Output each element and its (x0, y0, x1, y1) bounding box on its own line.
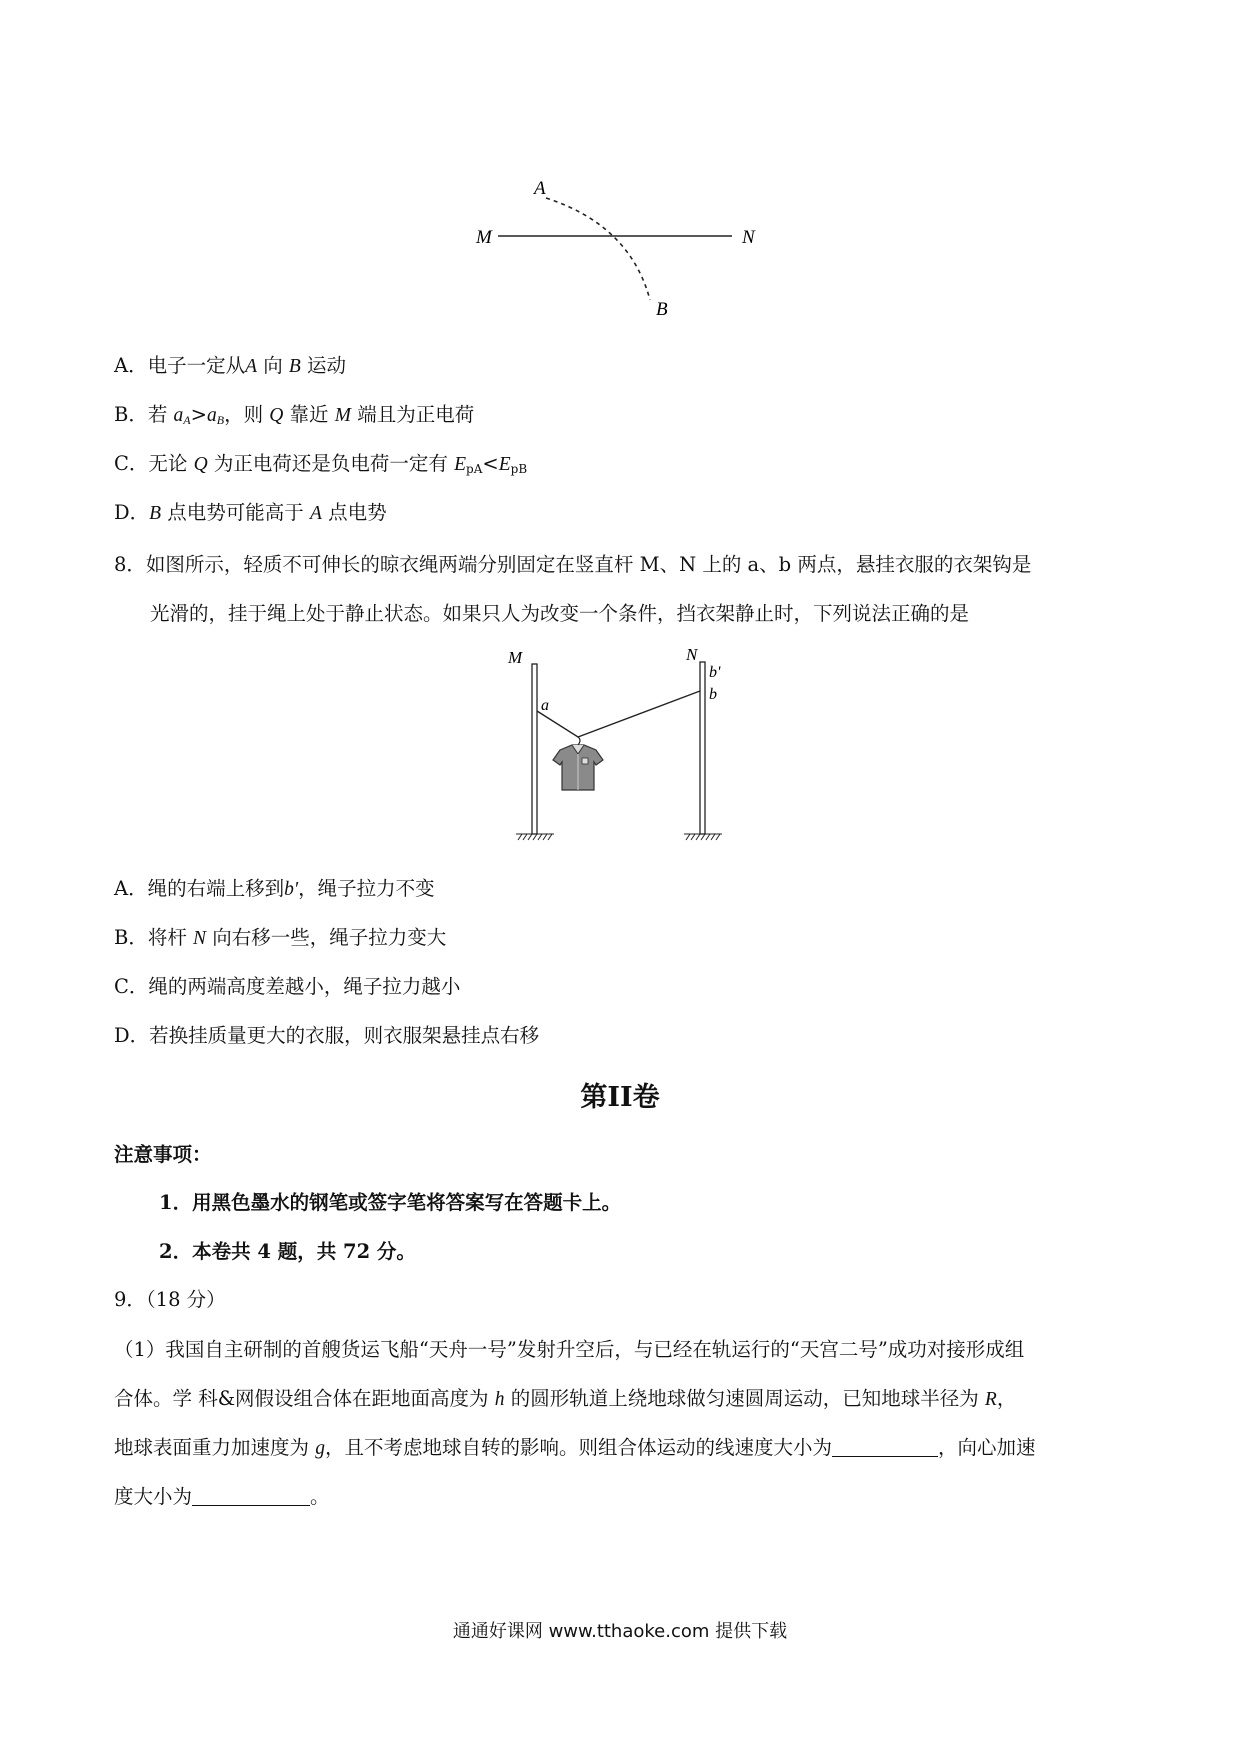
label-b: B (656, 299, 668, 320)
label-n: N (742, 227, 755, 248)
label-m: M (476, 227, 492, 248)
q8-option-b: B．将杆 N 向右移一些，绳子拉力变大 (114, 926, 447, 949)
pole-n (700, 662, 705, 834)
q9-header: 9．（18 分） (114, 1288, 226, 1311)
label-b: b (709, 686, 717, 703)
section-title: 第II卷 (580, 1082, 660, 1113)
q9-line4: 度大小为 。 (114, 1485, 330, 1508)
shirt-icon (553, 737, 603, 790)
label-b-prime: b' (709, 664, 721, 681)
ground-n (684, 834, 722, 840)
q7-option-d: D．B 点电势可能高于 A 点电势 (114, 501, 387, 524)
clothesline-figure (500, 644, 730, 844)
q9-line1: （1）我国自主研制的首艘货运飞船“天舟一号”发射升空后，与已经在轨运行的“天宫二号”成功对接形成组 (114, 1338, 1025, 1361)
label-a: a (541, 697, 549, 714)
q8-stem-line1: 8．如图所示，轻质不可伸长的晾衣绳两端分别固定在竖直杆 M、N 上的 a、b 两点，悬挂衣服的衣架钩是 (114, 553, 1032, 576)
ground-m (516, 834, 554, 840)
q8-option-d: D．若换挂质量更大的衣服，则衣服架悬挂点右移 (114, 1024, 540, 1047)
q8-option-c: C．绳的两端高度差越小，绳子拉力越小 (114, 975, 461, 998)
trajectory-curve (546, 198, 650, 300)
footer: 通通好课网 www.tthaoke.com 提供下载 (452, 1621, 788, 1642)
notice-item-2: 2．本卷共 4 题，共 72 分。 (159, 1240, 416, 1263)
label-m: M (508, 648, 523, 667)
q8-stem-line2: 光滑的，挂于绳上处于静止状态。如果只人为改变一个条件，挡衣架静止时，下列说法正确的是 (150, 602, 970, 625)
pole-m (532, 664, 537, 834)
q8-option-a: A．绳的右端上移到b′，绳子拉力不变 (114, 877, 435, 900)
q7-option-b: B．若 $a_A>a_B$，则 Q 靠近 M 端且为正电荷 (114, 403, 475, 427)
label-n: N (686, 645, 698, 664)
q7-option-a: A．电子一定从A 向 B 运动 (114, 354, 347, 377)
answer-blank-velocity[interactable] (832, 1436, 938, 1457)
q9-line2: 合体。学 科&网假设组合体在距地面高度为 h 的圆形轨道上绕地球做匀速圆周运动，已知地球半径为 R， (114, 1387, 1017, 1410)
answer-blank-acceleration[interactable] (192, 1485, 310, 1506)
q9-line3: 地球表面重力加速度为 g，且不考虑地球自转的影响。则组合体运动的线速度大小为 ，向心加速 (114, 1436, 1036, 1459)
q7-option-c: C．无论 Q 为正电荷还是负电荷一定有 $E_{pA}<E_{pB}$ (114, 452, 528, 476)
notice-item-1: 1．用黑色墨水的钢笔或签字笔将答案写在答题卡上。 (159, 1191, 622, 1214)
rope (537, 691, 700, 737)
label-a: A (534, 178, 546, 199)
notice-heading: 注意事项： (114, 1143, 212, 1166)
field-line-figure (460, 170, 780, 330)
